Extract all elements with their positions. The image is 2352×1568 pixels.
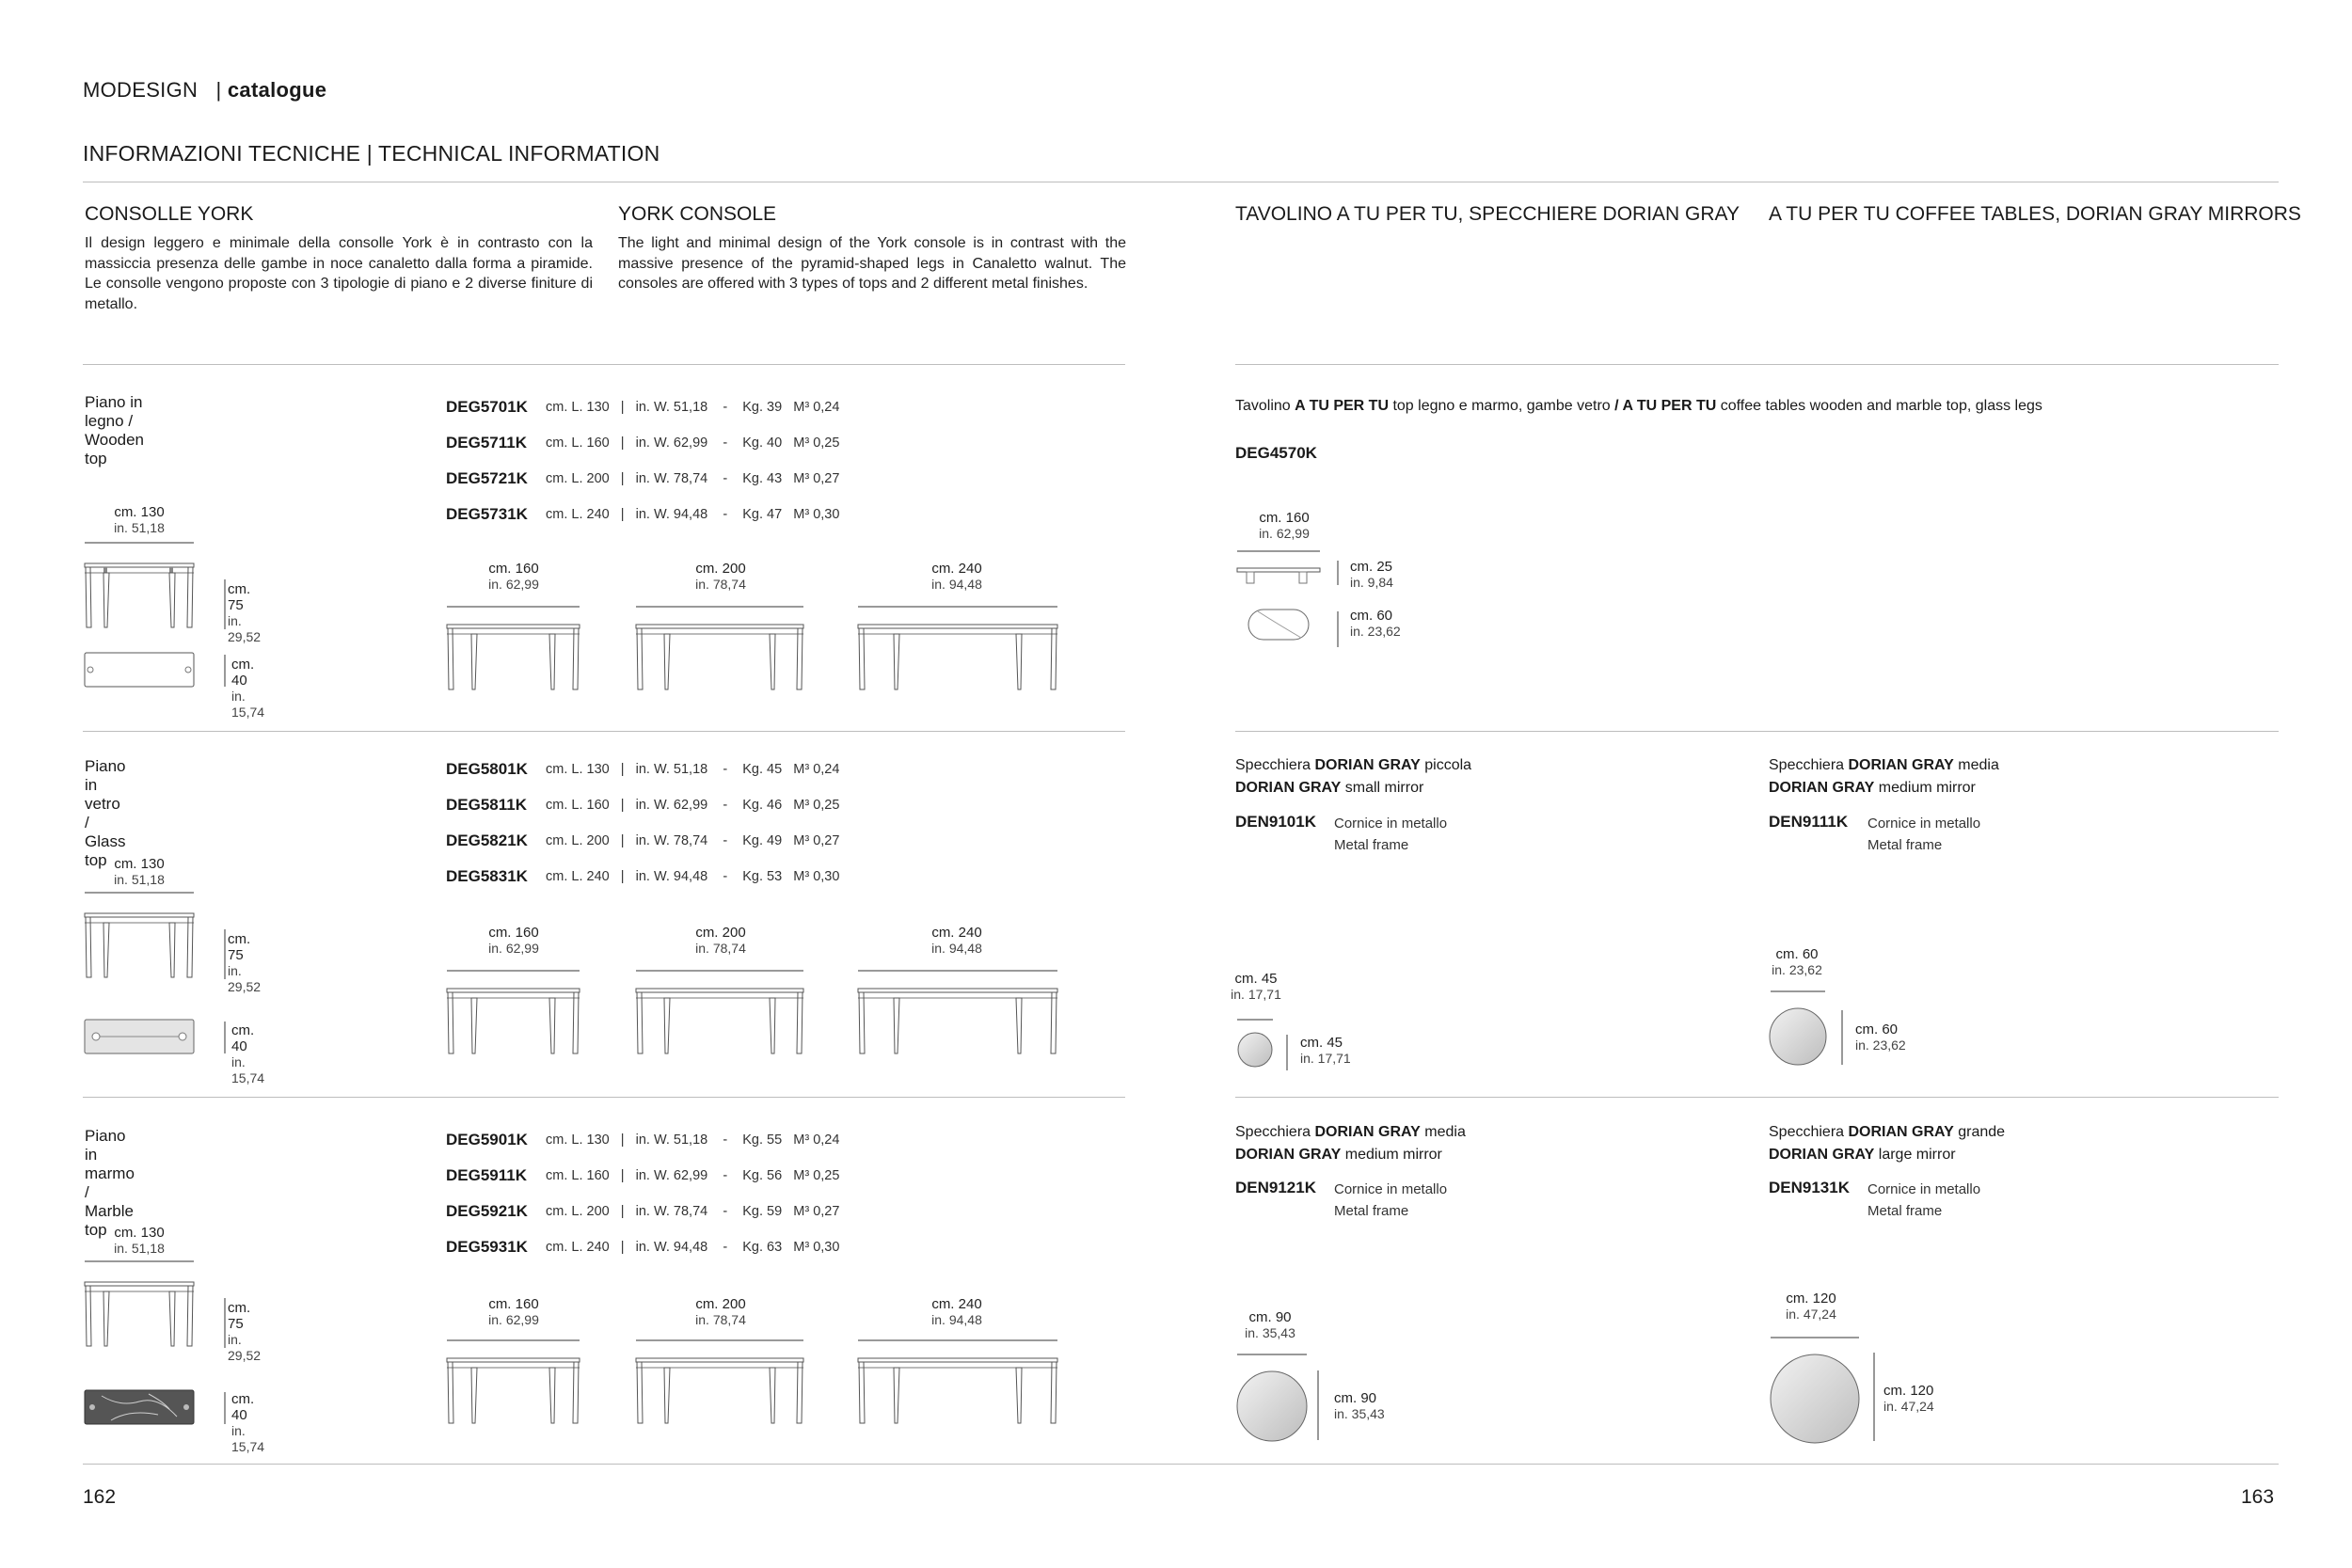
dim-lines [1334,559,1343,681]
mirror-code: DEN9111K [1769,813,1849,831]
dim-width: cm. 120 in. 47,24 [1786,1291,1836,1322]
dim-height-line [1870,1351,1880,1445]
row-label: Piano in legno / Wooden top [85,393,145,467]
dim-depth-line [220,653,230,690]
product-spec: cm. L. 130 | in. W. 51,18 - Kg. 55 M³ 0,24 [546,1132,840,1148]
console-200-drawing [634,966,813,1060]
dim-width: cm. 200 in. 78,74 [695,561,746,592]
mirror-block: Specchiera DORIAN GRAY piccola DORIAN GRAY small mirror [1235,757,1472,796]
dim-width: cm. 200 in. 78,74 [695,925,746,956]
product-code: DEG5701K [446,398,528,416]
dim-height: cm. 25 in. 9,84 [1350,559,1393,590]
brand-separator: | [215,78,222,102]
product-spec: cm. L. 200 | in. W. 78,74 - Kg. 43 M³ 0,27 [546,471,840,486]
dim-width: cm. 130 in. 51,18 [114,1225,165,1256]
left-divider-2 [83,731,1125,732]
dim-width: cm. 200 in. 78,74 [695,1296,746,1327]
console-200-drawing [634,602,813,696]
section-title: INFORMAZIONI TECNICHE | TECHNICAL INFORMATION [83,141,660,166]
dim-height: cm. 90 in. 35,43 [1334,1390,1385,1421]
dim-height: cm. 120 in. 47,24 [1883,1383,1934,1414]
product-code: DEG5911K [446,1166,527,1184]
product-spec: cm. L. 200 | in. W. 78,74 - Kg. 59 M³ 0,27 [546,1204,840,1219]
dim-width: cm. 45 in. 17,71 [1231,971,1281,1002]
dim-width: cm. 130 in. 51,18 [114,504,165,535]
product-spec: cm. L. 160 | in. W. 62,99 - Kg. 56 M³ 0,25 [546,1168,840,1183]
product-spec: cm. L. 160 | in. W. 62,99 - Kg. 46 M³ 0,25 [546,798,840,813]
mirror-frame: Cornice in metallo Metal frame [1334,816,1448,853]
mirror-frame: Cornice in metallo Metal frame [1867,1181,1981,1219]
mirror-block: Specchiera DORIAN GRAY media DORIAN GRAY medium mirror [1769,757,1999,796]
console-front-drawing [83,538,205,632]
product-spec: cm. L. 200 | in. W. 78,74 - Kg. 49 M³ 0,27 [546,833,840,848]
mirror-block: Specchiera DORIAN GRAY media DORIAN GRAY medium mirror [1235,1124,1466,1163]
dim-height-line [1314,1369,1324,1444]
dim-width: cm. 160 in. 62,99 [488,561,539,592]
dim-height-line [1838,1008,1848,1069]
console-240-drawing [856,602,1063,696]
console-front-drawing [83,888,205,982]
dim-depth: cm. 60 in. 23,62 [1350,608,1401,639]
brand-name: MODESIGN [83,78,199,102]
dim-depth: cm. 40 in. 15,74 [231,657,265,720]
product-code: DEG5901K [446,1131,528,1148]
dim-depth: cm. 40 in. 15,74 [231,1022,265,1085]
dim-depth-line [220,1390,230,1428]
row-label: Piano in vetro / Glass top [85,757,126,869]
console-top-drawing [83,651,205,690]
brand-header [83,78,326,103]
dim-depth: cm. 40 in. 15,74 [231,1391,265,1454]
left-divider-1 [83,364,1125,365]
dim-width: cm. 240 in. 94,48 [931,561,982,592]
product-spec: cm. L. 240 | in. W. 94,48 - Kg. 53 M³ 0,30 [546,869,840,884]
dim-height: cm. 60 in. 23,62 [1855,1022,1906,1053]
dim-height: cm. 75 in. 29,52 [228,931,262,994]
product-code: DEG5831K [446,867,528,885]
product-spec: cm. L. 160 | in. W. 62,99 - Kg. 40 M³ 0,25 [546,436,840,451]
mirror-code: DEN9101K [1235,813,1316,831]
product-spec: cm. L. 240 | in. W. 94,48 - Kg. 63 M³ 0,30 [546,1240,840,1255]
product-code: DEG5731K [446,505,528,523]
mirror-frame: Cornice in metallo Metal frame [1334,1181,1448,1219]
product-spec: cm. L. 130 | in. W. 51,18 - Kg. 39 M³ 0,24 [546,400,840,415]
console-160-drawing [445,966,586,1060]
mirror-large-drawing [1769,1334,1872,1447]
product-code: DEG5721K [446,469,528,487]
dim-width: cm. 160 in. 62,99 [488,925,539,956]
left-title-en: YORK CONSOLE [618,203,777,225]
dim-width: cm. 90 in. 35,43 [1245,1309,1295,1340]
dim-depth-line [220,1020,230,1057]
right-divider-2 [1235,731,2279,732]
mirror-frame: Cornice in metallo Metal frame [1867,816,1981,853]
left-text-it: Il design leggero e minimale della consolle York è in contrasto con la massiccia presenza delle gambe in noce canaletto dalla forma a piramide. Le consolle vengono proposte con 3 tipologie di piano e 2 diverse finiture di metallo. [85,235,593,312]
product-code: DEG5711K [446,434,527,451]
dim-height: cm. 45 in. 17,71 [1300,1035,1351,1066]
dim-width: cm. 160 in. 62,99 [1259,510,1310,541]
dim-width: cm. 240 in. 94,48 [931,1296,982,1327]
console-160-drawing [445,1336,586,1430]
dim-width: cm. 160 in. 62,99 [488,1296,539,1327]
mirror-medium-large-drawing [1235,1351,1320,1445]
console-160-drawing [445,602,586,696]
coffee-table-drawing [1235,547,1329,651]
mirror-medium-drawing [1769,988,1844,1072]
console-marble-top-drawing [83,1388,205,1428]
page-number-right: 163 [2241,1486,2275,1508]
footer-divider [83,1464,2279,1465]
right-title-it: TAVOLINO A TU PER TU, SPECCHIERE DORIAN GRAY [1235,203,1740,225]
product-code: DEG5821K [446,832,528,849]
left-text-en: The light and minimal design of the York console is in contrast with the massive presence of the pyramid-shaped legs in Canaletto walnut. The consoles are offered with 3 types of tops and 2 different metal finishes. [618,235,1126,292]
dim-width: cm. 130 in. 51,18 [114,856,165,887]
page-number-left: 162 [83,1486,117,1508]
product-code: DEG5931K [446,1238,528,1256]
console-240-drawing [856,966,1063,1060]
right-divider-3 [1235,1097,2279,1098]
coffee-table-code: DEG4570K [1235,444,1317,462]
console-200-drawing [634,1336,813,1430]
dim-height-line [1283,1033,1293,1074]
mirror-code: DEN9121K [1235,1179,1316,1196]
brand-catalogue: catalogue [227,78,327,102]
right-title-en: A TU PER TU COFFEE TABLES, DORIAN GRAY MIRRORS [1769,203,2301,225]
console-glass-top-drawing [83,1018,205,1057]
product-spec: cm. L. 240 | in. W. 94,48 - Kg. 47 M³ 0,30 [546,507,840,522]
product-code: DEG5811K [446,796,527,814]
product-code: DEG5801K [446,760,528,778]
row-label: Piano in marmo / Marble top [85,1127,135,1239]
right-divider-1 [1235,364,2279,365]
console-240-drawing [856,1336,1063,1430]
product-code: DEG5921K [446,1202,528,1220]
coffee-table-description: Tavolino A TU PER TU top legno e marmo, gambe vetro / A TU PER TU coffee tables wooden and marble top, glass legs [1235,398,2042,414]
left-divider-3 [83,1097,1125,1098]
dim-width: cm. 60 in. 23,62 [1772,946,1822,977]
console-front-drawing [83,1257,205,1351]
dim-width: cm. 240 in. 94,48 [931,925,982,956]
product-spec: cm. L. 130 | in. W. 51,18 - Kg. 45 M³ 0,24 [546,762,840,777]
mirror-block: Specchiera DORIAN GRAY grande DORIAN GRAY large mirror [1769,1124,2006,1163]
mirror-code: DEN9131K [1769,1179,1850,1196]
dim-height: cm. 75 in. 29,52 [228,581,262,644]
dim-height: cm. 75 in. 29,52 [228,1300,262,1363]
left-title-it: CONSOLLE YORK [85,203,254,225]
